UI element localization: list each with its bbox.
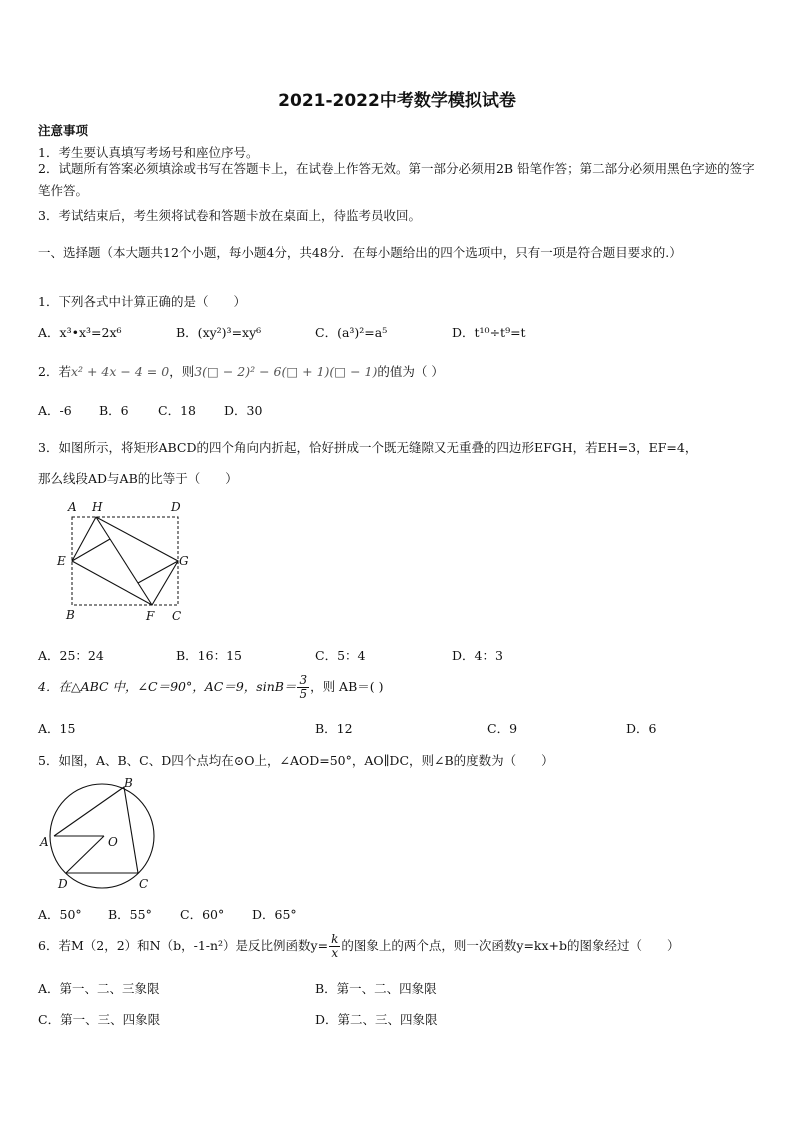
q4-option-d: D．6 — [626, 721, 657, 736]
q3-quadrilateral-efgh — [72, 517, 178, 605]
q3-label-e: E — [57, 554, 66, 568]
q3-figure — [52, 498, 197, 626]
notice-item-3: 3．考试结束后，考生须将试卷和答题卡放在桌面上，待监考员收回。 — [38, 208, 421, 223]
q3-rectangle-abcd — [72, 517, 178, 605]
q5-segment-ab — [54, 787, 124, 836]
q2-option-d: D．30 — [224, 403, 263, 418]
q4-stem-prefix: 4．在△ABC 中，∠C＝90°，AC＝9，sinB＝ — [38, 679, 297, 694]
q3-option-c: C．5：4 — [315, 648, 366, 663]
q4-stem-suffix: ，则 AB＝( ) — [310, 679, 384, 694]
q3-stem-line1: 3．如图所示，将矩形ABCD的四个角向内折起，恰好拼成一个既无缝隙又无重叠的四边形EFGH，若EH=3，EF=4， — [38, 440, 698, 455]
q5-figure — [38, 775, 166, 895]
q3-label-f: F — [146, 609, 155, 623]
q4-option-c: C．9 — [487, 721, 518, 736]
q6-option-c: C．第一、三、四象限 — [38, 1012, 161, 1027]
q1-option-c: C．(a³)²=a⁵ — [315, 325, 388, 340]
exam-title: 2021-2022中考数学模拟试卷 — [278, 91, 516, 111]
q4-fraction-denominator: 5 — [299, 687, 308, 701]
q3-option-b: B．16：15 — [176, 648, 242, 663]
q3-label-c: C — [172, 609, 182, 623]
q5-option-b: B．55° — [108, 907, 152, 922]
q2-stem-middle: ，则 — [169, 364, 195, 379]
section-heading: 一、选择题（本大题共12个小题，每小题4分，共48分．在每小题给出的四个选项中，只有一项是符合题目要求的.） — [38, 245, 682, 260]
q3-label-a: A — [68, 500, 77, 514]
q6-stem-suffix: 的图象上的两个点，则一次函数y=kx+b的图象经过（ ） — [341, 938, 680, 953]
q6-fraction — [329, 933, 340, 960]
q1-option-a: A．x³•x³=2x⁶ — [38, 325, 122, 340]
q3-stem-line2: 那么线段AD与AB的比等于（ ） — [38, 471, 238, 486]
q5-label-o: O — [108, 835, 118, 849]
q3-option-a: A．25：24 — [38, 648, 104, 663]
q3-label-d: D — [171, 500, 181, 514]
q2-option-a: A．-6 — [38, 403, 72, 418]
q6-option-b: B．第一、二、四象限 — [315, 981, 437, 996]
q5-option-c: C．60° — [180, 907, 225, 922]
q5-option-d: D．65° — [252, 907, 297, 922]
q2-stem — [38, 362, 444, 380]
q5-label-d: D — [58, 877, 68, 891]
q6-stem — [38, 933, 680, 960]
q5-label-b: B — [124, 776, 133, 790]
q6-fraction-numerator: k — [331, 932, 339, 946]
q3-fold-line-3 — [110, 539, 152, 605]
q2-stem-suffix: 的值为（ ） — [377, 364, 444, 379]
q6-fraction-denominator: x — [331, 946, 339, 960]
q4-fraction — [297, 674, 309, 701]
q5-option-a: A．50° — [38, 907, 82, 922]
q1-option-d: D．t¹⁰÷t⁹=t — [452, 325, 526, 340]
q6-option-a: A．第一、二、三象限 — [38, 981, 160, 996]
q6-option-d: D．第二、三、四象限 — [315, 1012, 438, 1027]
notice-heading: 注意事项 — [38, 123, 89, 138]
notice-item-1: 1．考生要认真填写考场号和座位序号。 — [38, 145, 259, 160]
q4-fraction-numerator: 3 — [299, 673, 308, 687]
q4-stem — [38, 674, 384, 701]
q3-option-d: D．4：3 — [452, 648, 503, 663]
q2-stem-prefix: 2．若 — [38, 364, 71, 379]
q5-stem: 5．如图，A、B、C、D四个点均在⊙O上，∠AOD=50°，AO∥DC，则∠B的度数为（ ） — [38, 753, 554, 768]
q2-option-c: C．18 — [158, 403, 196, 418]
q3-label-h: H — [92, 500, 103, 514]
q4-option-b: B．12 — [315, 721, 353, 736]
q3-label-g: G — [179, 554, 189, 568]
q5-segment-od — [66, 836, 104, 873]
q2-expression: 3(□ − 2)² − 6(□ + 1)(□ − 1) — [194, 364, 378, 379]
q4-option-a: A．15 — [38, 721, 76, 736]
q2-option-b: B．6 — [99, 403, 129, 418]
q3-label-b: B — [66, 608, 75, 622]
q1-stem: 1．下列各式中计算正确的是（ ） — [38, 294, 246, 309]
q5-label-a: A — [40, 835, 49, 849]
q1-option-b: B．(xy²)³=xy⁶ — [176, 325, 262, 340]
q2-condition: x² + 4x − 4 = 0 — [70, 364, 170, 379]
notice-item-2: 2．试题所有答案必须填涂或书写在答题卡上，在试卷上作答无效。第一部分必须用2B 铅笔作答；第二部分必须用黑色字迹的签字笔作答。 — [38, 161, 755, 198]
q6-stem-prefix: 6．若M（2，2）和N（b，-1-n²）是反比例函数y= — [38, 938, 329, 953]
q5-label-c: C — [139, 877, 149, 891]
q5-segment-bc — [124, 787, 138, 873]
